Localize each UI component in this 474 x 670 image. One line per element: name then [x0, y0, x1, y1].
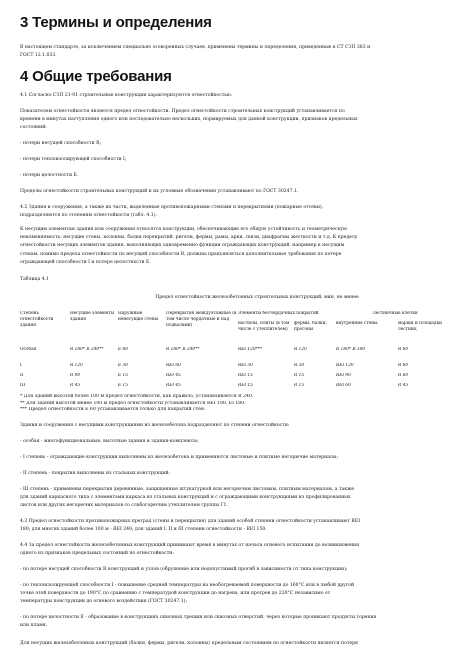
- cell: REI 120: [336, 363, 354, 368]
- text-line: - по потере целостности E - образование в конструкциях сквозных трещин или сквозных отверстий, через которые проникают продукты горения: [20, 615, 377, 620]
- text-line: - III степень - применены перекрытия деревянные, защищенные штукатуркой или негорючим листовым, плитным материалом, а также: [20, 487, 355, 492]
- paragraph-4-4: [20, 542, 454, 558]
- text-line: одного из признаков предельных состояний по огнестойкости:: [20, 551, 174, 557]
- text-line: - потери целостности E.: [20, 173, 79, 178]
- text-line: - особая - многофункциональные, высотные здания и здания-комплексы;: [20, 439, 199, 444]
- fire-criteria-item: [20, 614, 454, 630]
- header-floors: Перекрытия междуэтажные (в том числе чердачные и над подвалами): [166, 311, 237, 329]
- cell: E 15: [118, 373, 128, 378]
- cell: R 180* R 240**: [70, 347, 104, 352]
- cell: R 45: [398, 383, 409, 388]
- header-stairs-group: Лестничные клетки: [372, 311, 418, 316]
- table-row: [20, 373, 454, 383]
- cell: REI 15: [238, 373, 253, 378]
- cell-degree: II: [20, 373, 24, 378]
- paragraph-last: [20, 640, 454, 648]
- paragraph-degree-intro: [20, 422, 454, 430]
- cell: REI 90: [336, 373, 351, 378]
- cell: R 120: [294, 347, 307, 352]
- text-line: 4.1 Согласно СЗП 21-01 строительные конструкции характеризуются огнестойкостью.: [20, 93, 233, 98]
- cell-degree: Особая: [20, 347, 37, 352]
- text-line: - потери теплоизолирующей способности I;: [20, 157, 127, 162]
- cell: REI 120***: [238, 347, 263, 352]
- text-line: - II степень - покрытия выполнены из стальных конструкций;: [20, 471, 170, 476]
- text-line: Пределы огнестойкости строительных конструкций и их условные обозначения устанавливают по ГОСТ 30247.1.: [20, 189, 299, 194]
- cell: R 15: [294, 383, 305, 388]
- section-3-paragraph: [20, 44, 454, 60]
- degree-list-item: [20, 454, 454, 462]
- cell: REI 15: [238, 383, 253, 388]
- text-line: Показателем огнестойкости является предел огнестойкости. Предел огнестойкости строительных конструкций устанавливается по: [20, 109, 345, 114]
- cell: R 120: [70, 363, 83, 368]
- section-4-heading: 4 Общие требования: [20, 68, 172, 85]
- text-line: 4.3 Предел огнестойкости противопожарных преград (стены и перекрытия) для зданий особой степени огнестойкости устанавливают REI: [20, 519, 361, 524]
- text-line: ГОСТ 12.1.033.: [20, 53, 57, 59]
- text-line: неизменяемость: несущие стены, колонны, балки перекрытий, ригели, фермы, рамы, арки, связи, диафрагмы жесткости и т.д. К пределу: [20, 235, 358, 241]
- cell: REI 45: [166, 373, 181, 378]
- table-note: * Для зданий высотой более 100 м предел огнестойкости, как правило, устанавливается R 240.: [20, 394, 254, 399]
- fire-resistance-table: [20, 311, 454, 393]
- cell: R 30: [294, 363, 305, 368]
- limit-state-item: [20, 140, 454, 148]
- cell: REI 60: [166, 363, 181, 368]
- text-line: Таблица 4.1: [20, 277, 50, 282]
- cell: R 180* R 240**: [166, 347, 200, 352]
- cell: R 60: [398, 373, 409, 378]
- cell: REI 30: [238, 363, 253, 368]
- text-line: - по теплоизолирующей способности I - повышение средней температуры на необогреваемой поверхности до 160°С или в любой другой: [20, 583, 355, 588]
- limit-state-item: [20, 172, 454, 180]
- text-line: 4.2 Здания и сооружения, а также их части, выделенные противопожарными стенами и перекрытиями (пожарные отсеки),: [20, 205, 324, 210]
- text-line: - потери несущей способности R;: [20, 141, 102, 146]
- limit-state-item: [20, 156, 454, 164]
- paragraph-4-1: [20, 92, 454, 100]
- paragraph-load-bearing-elements: [20, 226, 454, 267]
- text-line: Здания и сооружения с несущими конструкциями из железобетона подразделяют по степени огнестойкости:: [20, 423, 290, 428]
- degree-list-item: [20, 438, 454, 446]
- cell: R 180* R 180: [336, 347, 366, 352]
- header-stair-walls: внутренние стены: [336, 321, 378, 326]
- degree-list-item: [20, 486, 454, 511]
- text-line: времени в минутах наступления одного или последовательно нескольких, нормируемых для данной конструкции, признаков предельных: [20, 117, 358, 123]
- paragraph-4-3: [20, 518, 454, 534]
- text-line: подразделяются по степеням огнестойкости (табл. 4.1).: [20, 213, 157, 219]
- cell: R 90: [70, 373, 81, 378]
- cell: R 45: [70, 383, 81, 388]
- cell: R 15: [294, 373, 305, 378]
- degree-list-item: [20, 470, 454, 478]
- table-row: [20, 363, 454, 373]
- header-roof-slabs: настилы, плиты (в том числе с утеплителем): [238, 321, 290, 333]
- text-line: - по потере несущей способности R конструкций и узлов (обрушение или недопустимый прогиб в зависимости от типа конструкции);: [20, 567, 348, 572]
- table-row: [20, 383, 454, 393]
- table-group-header: [60, 294, 454, 302]
- paragraph-4-2: [20, 204, 454, 220]
- cell: E 15: [118, 383, 128, 388]
- section-3-heading: 3 Термины и определения: [20, 14, 212, 31]
- text-line: Для несущих железобетонных конструкций (балки, фермы, ригели, колонны) предельным состоянием по огнестойкости является потеря: [20, 641, 358, 646]
- table-note: ** Для зданий высотой менее 100 м предел огнестойкости устанавливается REI 180, EI 180.: [20, 400, 246, 406]
- text-line: точке этой поверхности до 190°С по сравнению с температурой конструкции до нагрева, или прогрев до 220°С независимо от: [20, 591, 331, 597]
- table-caption: [20, 276, 454, 284]
- text-line: Предел огнестойкости железобетонных строительных конструкций, мин, не менее: [155, 295, 359, 300]
- table-notes: [20, 394, 454, 414]
- cell-degree: III: [20, 383, 26, 388]
- text-line: В настоящем стандарте, за исключением специально оговоренных случаев, применены термины и определения, приведенные в СТ СЗП 383 и: [20, 45, 371, 50]
- header-load-bearing: Несущие элементы здания: [70, 311, 115, 323]
- table-note: *** Предел огнестойкости E 60 устанавливается только для покрытий стен.: [20, 407, 206, 413]
- text-line: температуры конструкции до огневого воздействия (ГОСТ 30247.1);: [20, 599, 188, 605]
- fire-criteria-item: [20, 582, 454, 607]
- cell: R 60: [398, 363, 409, 368]
- text-line: 4.4 За предел огнестойкости железобетонных конструкций принимают время в минутах от начала огневого испытания до возникновения: [20, 543, 360, 548]
- text-line: для зданий каркасного типа с элементами каркаса из стальных конструкций и с ограждающими конструкциями из профилированных: [20, 495, 351, 501]
- table-row: [20, 347, 454, 363]
- cell: E 60: [118, 347, 128, 352]
- text-line: ограждающей способности I и потере целостности E.: [20, 259, 151, 265]
- text-line: огнестойкости несущих элементов здания, выполняющих одновременно функции ограждающих конструкций, например к несущим: [20, 243, 345, 249]
- text-line: стенам, помимо предела огнестойкости по несущей способности R, должны предъявляться дополнительные требования по потере: [20, 251, 342, 257]
- cell: REI 45: [166, 383, 181, 388]
- text-line: К несущим элементам здания или сооружения относятся конструкции, обеспечивающие его общую устойчивость и геометрическую: [20, 227, 348, 232]
- text-line: или пламя.: [20, 623, 48, 629]
- cell-degree: I: [20, 363, 22, 368]
- cell: E 30: [118, 363, 128, 368]
- cell: R 60: [398, 347, 409, 352]
- header-roof-beams: фермы, балки, прогоны: [294, 321, 327, 333]
- text-line: листов или других негорючих материалов со слабогорючим утеплителем группы Г1.: [20, 503, 228, 509]
- paragraph-fire-resistance-definition: [20, 108, 454, 133]
- text-line: 180; для многих зданий более 100 м - REI 240; для зданий I, II и III степени огнестойкости - REI 150.: [20, 527, 267, 533]
- fire-criteria-item: [20, 566, 454, 574]
- header-stair-flights: марши и площадки лестниц: [398, 321, 443, 333]
- header-roof-group: Элементы бесчердачных покрытий: [238, 311, 319, 316]
- text-line: - I степень - ограждающие конструкции выполнены из железобетона и применяются листовые и плитные негорючие материалы;: [20, 455, 339, 460]
- header-external-walls: Наружные ненесущие стены: [118, 311, 159, 323]
- header-degree: Степень огнестойкости здания: [20, 311, 54, 329]
- cell: REI 60: [336, 383, 351, 388]
- text-line: состояний:: [20, 125, 47, 131]
- paragraph-methods: [20, 188, 454, 196]
